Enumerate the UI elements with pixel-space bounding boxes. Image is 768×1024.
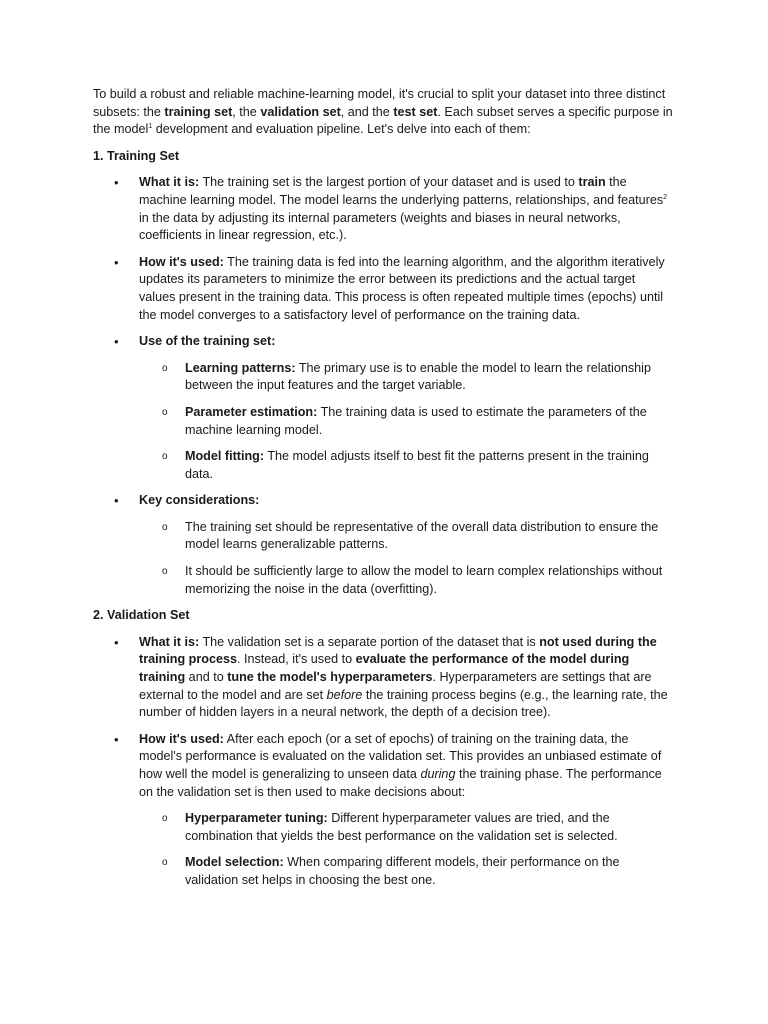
list-item: o Learning patterns: The primary use is to enable the model to learn the relationship between the input features and the target variable. (139, 360, 675, 395)
training-what-it-is: • What it is: The training set is the largest portion of your dataset and is used to train the machine learning model. The model learns the underlying patterns, relationships, and features$^2$ in the data by adjusting its internal parameters (weights and biases in neural networks, coefficients in linear regression, etc.). (93, 174, 675, 244)
training-considerations-sublist (139, 519, 675, 598)
document-body (93, 86, 675, 899)
list-item: o Hyperparameter tuning: Different hyperparameter values are tried, and the combination that yields the best performance on the validation set is selected. (139, 810, 675, 845)
validation-what-it-is: • What it is: The validation set is a separate portion of the dataset that is not used during the training process. Instead, it's used to evaluate the performance of the model during training and to tune the model's hyperparameters. Hyperparameters are settings that are external to the model and are set before the training process begins (e.g., the learning rate, the number of hidden layers in a neural network, the depth of a decision tree). (93, 634, 675, 722)
validation-how-its-used: • How it's used: After each epoch (or a set of epochs) of training on the training data, the model's performance is evaluated on the validation set. This provides an unbiased estimate of how well the model is generalizing to unseen data during the training phase. The performance on the validation set is then used to make decisions about: o Hyperparameter tuning: Different hyperparameter values are tried, and the combination that yields the best performance on the validation set is selected. o Model selection: When comparing different models, their performance on the validation set helps in choosing the best one. (93, 731, 675, 890)
list-item: o The training set should be representative of the overall data distribution to ensure the model learns generalizable patterns. (139, 519, 675, 554)
training-use-of-training-set: • Use of the training set: o Learning patterns: The primary use is to enable the model to learn the relationship between the input features and the target variable. o Parameter estimation: The training data is used to estimate the parameters of the machine learning model. o Model fitting: The model adjusts itself to best fit the patterns present in the training data. (93, 333, 675, 483)
list-item: o It should be sufficiently large to allow the model to learn complex relationships without memorizing the noise in the data (overfitting). (139, 563, 675, 598)
footnote-ref-2: 2 (663, 193, 668, 201)
training-how-its-used: • How it's used: The training data is fed into the learning algorithm, and the algorithm iteratively updates its parameters to minimize the error between its predictions and the actual target values present in the training data. This process is often repeated multiple times (epochs) until the model converges to a satisfactory level of performance on the training data. (93, 254, 675, 324)
footnote-ref-1: 1 (148, 123, 153, 130)
validation-decisions-sublist (139, 810, 675, 889)
list-item: o Parameter estimation: The training data is used to estimate the parameters of the machine learning model. (139, 404, 675, 439)
validation-set-list (93, 634, 675, 890)
training-set-list (93, 174, 675, 598)
intro-paragraph: To build a robust and reliable machine-learning model, it's crucial to split your dataset into three distinct subsets: the training set, the validation set, and the test set. Each subset serves a specific purpose in the model$^1$ development and evaluation pipeline. Let's delve into each of them: (93, 87, 673, 137)
list-item: o Model selection: When comparing different models, their performance on the validation set helps in choosing the best one. (139, 854, 675, 889)
list-item: o Model fitting: The model adjusts itself to best fit the patterns present in the training data. (139, 448, 675, 483)
section-heading-validation-set: 2. Validation Set (93, 608, 190, 623)
section-heading-training-set: 1. Training Set (93, 148, 180, 163)
training-key-considerations: • Key considerations: o The training set should be representative of the overall data distribution to ensure the model learns generalizable patterns. o It should be sufficiently large to allow the model to learn complex relationships without memorizing the noise in the data (overfitting). (93, 492, 675, 598)
training-use-sublist (139, 360, 675, 484)
